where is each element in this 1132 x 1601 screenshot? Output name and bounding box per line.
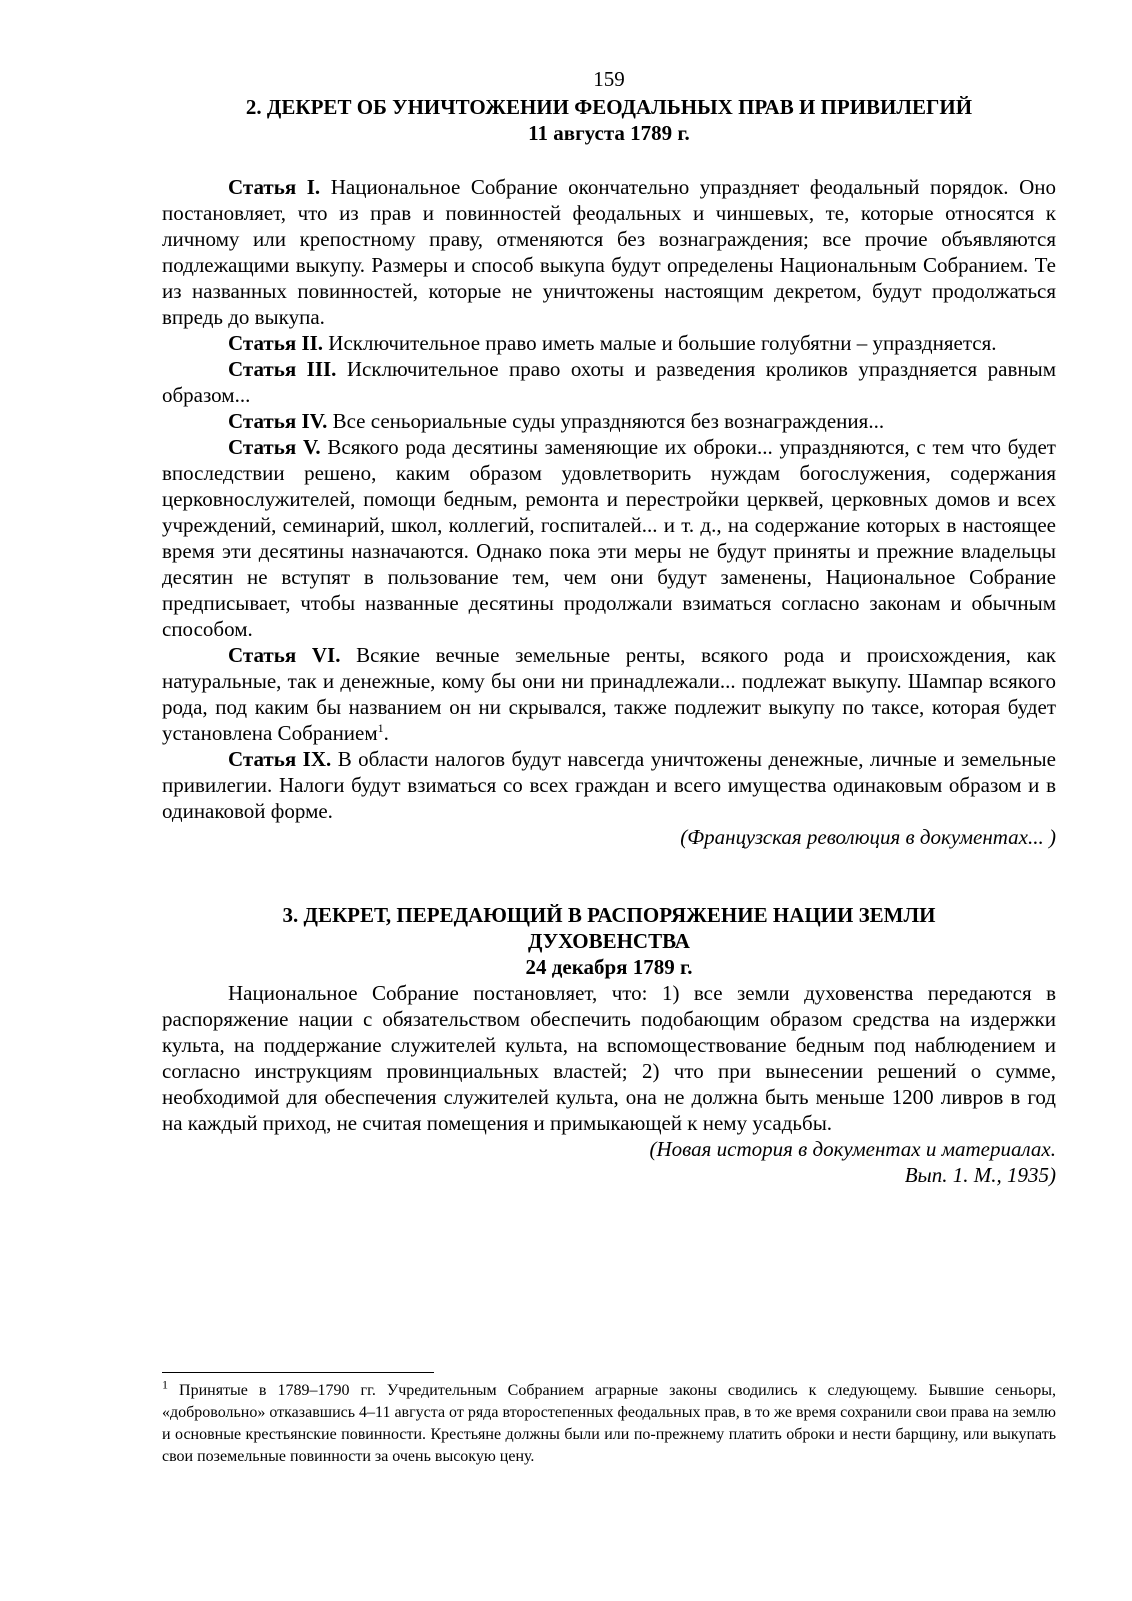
section-2-source: (Французская революция в документах... ) — [680, 825, 1056, 849]
article-5-label: Статья V. — [228, 435, 321, 459]
article-9-text: В области налогов будут навсегда уничтожены денежные, личные и земельные привилегии. Налоги будут взиматься со всех граждан и всего имущества одинаковым образом и в одинаковой форме. — [162, 747, 1056, 823]
document-page — [162, 64, 1056, 1188]
article-9 — [162, 746, 1056, 824]
section-3-title-line-1: 3. ДЕКРЕТ, ПЕРЕДАЮЩИЙ В РАСПОРЯЖЕНИЕ НАЦИИ ЗЕМЛИ — [282, 903, 936, 927]
section-3-source-line-2: Вып. 1. М., 1935) — [904, 1163, 1056, 1187]
article-1 — [162, 174, 1056, 330]
article-5-text: Всякого рода десятины заменяющие их оброки... упраздняются, с тем что будет впоследствии решено, каким образом удовлетворить нуждам богослужения, содержания церковнослужителей, помощи бедным, ремонта и перестройки церквей, церковных домов и всех учреждений, семинарий, школ, коллегий, госпиталей... и т. д., на содержание которых в настоящее время эти десятины назначаются. Однако пока эти меры не будут приняты и прежние владельцы десятин не вступят в пользование тем, чем они будут заменены, Национальное Собрание предписывает, чтобы названные десятины продолжали взиматься согласно законам и обычным способом. — [162, 435, 1056, 641]
spacer — [162, 850, 1056, 902]
section-2-date: 11 августа 1789 г. — [528, 121, 690, 145]
section-3-date: 24 декабря 1789 г. — [525, 955, 693, 979]
article-9-label: Статья IX. — [228, 747, 332, 771]
article-6-end: . — [383, 721, 389, 745]
article-4-text: Все сеньориальные суды упраздняются без вознаграждения... — [327, 409, 885, 433]
article-5 — [162, 434, 1056, 642]
footnote-reference[interactable]: 1 — [377, 721, 384, 735]
section-3-title-line-2: ДУХОВЕНСТВА — [528, 929, 690, 953]
footnote-divider — [162, 1372, 434, 1373]
article-3 — [162, 356, 1056, 408]
footnote-text: Принятые в 1789–1790 гг. Учредительным Собранием аграрные законы сводились к следующему. Бывшие сеньоры, «добровольно» отказавшись 4–11 августа от ряда второстепенных феодальных прав, в то же время сохранили свои права на землю и основные крестьянские повинности. Крестьяне должны были или по-прежнему платить оброки и нести барщину, или выкупать свои поземельные повинности за очень высокую цену. — [162, 1382, 1056, 1465]
article-4-label: Статья IV. — [228, 409, 328, 433]
footnote-marker: 1 — [162, 1377, 168, 1392]
article-2-label: Статья II. — [228, 331, 324, 355]
article-2 — [162, 330, 1056, 356]
footnote — [162, 1377, 1056, 1468]
page-number: 159 — [593, 67, 625, 91]
section-3-text: Национальное Собрание постановляет, что: 1) все земли духовенства передаются в распоряжение нации с обязательством обеспечить подобающим образом средства на издержки культа, на поддержание служителей культа, на вспомоществование бедным под наблюдением и согласно инструкциям провинциальных властей; 2) что при вынесении решений о сумме, необходимой для обеспечения служителей культа, она не должна быть меньше 1200 ливров в год на каждый приход, не считая помещения и примыкающей к нему усадьбы. — [162, 981, 1056, 1135]
article-1-text: Национальное Собрание окончательно упраздняет феодальный порядок. Оно постановляет, что из прав и повинностей феодальных и чиншевых, те, которые относятся к личному или крепостному праву, отменяются без вознаграждения; все прочие объявляются подлежащими выкупу. Размеры и способ выкупа будут определены Национальным Собранием. Те из названных повинностей, которые не уничтожены настоящим декретом, будут продолжаться впредь до выкупа. — [162, 175, 1057, 329]
section-3-source-line-1: (Новая история в документах и материалах. — [649, 1137, 1056, 1161]
article-6 — [162, 642, 1056, 746]
article-6-label: Статья VI. — [228, 643, 341, 667]
article-3-text: Исключительное право охоты и разведения кроликов упраздняется равным образом... — [162, 357, 1056, 407]
article-6-text: Всякие вечные земельные ренты, всякого рода и происхождения, как натуральные, так и денежные, кому бы они ни принадлежали... подлежат выкупу. Шампар всякого рода, под каким бы названием он ни скрывался, также подлежит выкупу по таксе, которая будет установлена Собранием — [162, 643, 1056, 745]
article-1-label: Статья I. — [228, 175, 321, 199]
section-2-title: 2. ДЕКРЕТ ОБ УНИЧТОЖЕНИИ ФЕОДАЛЬНЫХ ПРАВ И ПРИВИЛЕГИЙ — [245, 95, 973, 119]
article-4 — [162, 408, 1056, 434]
spacer — [162, 146, 1056, 174]
article-3-label: Статья III. — [228, 357, 337, 381]
article-2-text: Исключительное право иметь малые и большие голубятни – упраздняется. — [323, 331, 997, 355]
